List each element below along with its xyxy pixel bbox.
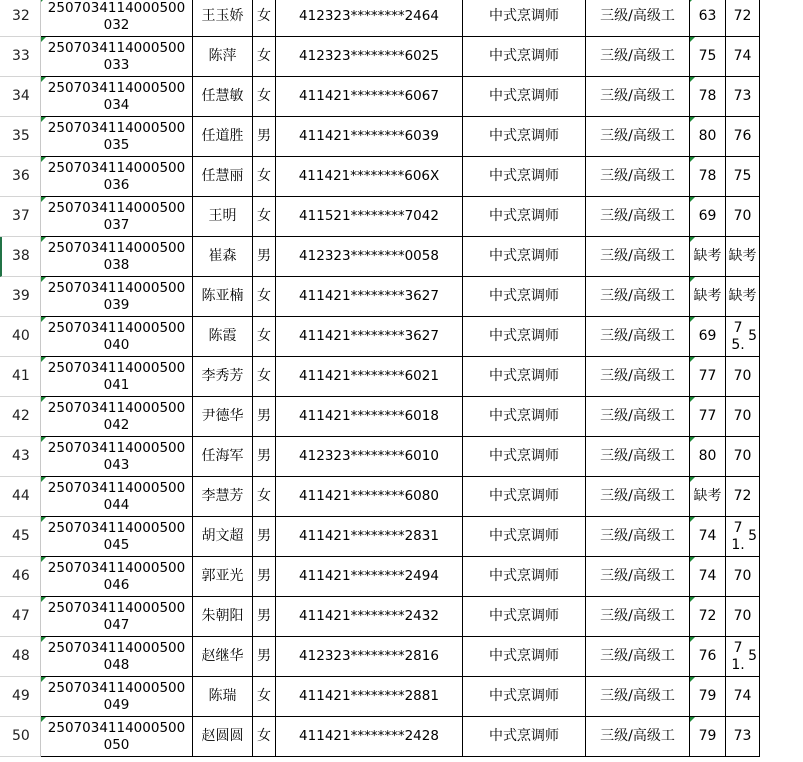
cell-id-card[interactable]: 411421********606X (276, 157, 463, 197)
cell-occupation[interactable]: 中式烹调师 (463, 157, 586, 197)
cell-occupation[interactable]: 中式烹调师 (463, 317, 586, 357)
cell-gender[interactable]: 女 (253, 37, 276, 77)
row-number-header[interactable]: 47 (0, 597, 41, 637)
cell-theory-score[interactable]: 77 (690, 357, 726, 397)
cell-occupation[interactable]: 中式烹调师 (463, 0, 586, 37)
cell-name[interactable]: 崔森 (193, 237, 253, 277)
cell-exam-id[interactable]: 2507034114000500043 (41, 437, 193, 477)
cell-name[interactable]: 郭亚光 (193, 557, 253, 597)
cell-exam-id[interactable]: 2507034114000500039 (41, 277, 193, 317)
cell-level[interactable]: 三级/高级工 (586, 637, 690, 677)
cell-skill-score[interactable]: 71. 5 (726, 637, 760, 677)
table-row (0, 77, 803, 117)
row-number-header[interactable]: 48 (0, 637, 41, 677)
cell-level[interactable]: 三级/高级工 (586, 597, 690, 637)
table-row (0, 637, 803, 677)
cell-exam-id[interactable]: 2507034114000500036 (41, 157, 193, 197)
cell-level[interactable]: 三级/高级工 (586, 557, 690, 597)
cell-id-card[interactable]: 411421********6039 (276, 117, 463, 157)
cell-id-card[interactable]: 412323********0058 (276, 237, 463, 277)
cell-theory-score[interactable]: 79 (690, 717, 726, 757)
cell-gender[interactable]: 女 (253, 717, 276, 757)
cell-id-card[interactable]: 412323********6010 (276, 437, 463, 477)
table-row (0, 237, 803, 277)
cell-level[interactable]: 三级/高级工 (586, 717, 690, 757)
cell-name[interactable]: 任慧敏 (193, 77, 253, 117)
table-row (0, 677, 803, 717)
cell-name[interactable]: 陈瑞 (193, 677, 253, 717)
table-row (0, 557, 803, 597)
cell-skill-score[interactable]: 70 (726, 597, 760, 637)
cell-occupation[interactable]: 中式烹调师 (463, 557, 586, 597)
cell-skill-score[interactable]: 76 (726, 117, 760, 157)
cell-level[interactable]: 三级/高级工 (586, 157, 690, 197)
cell-name[interactable]: 陈霞 (193, 317, 253, 357)
cell-theory-score[interactable]: 缺 考 (690, 237, 726, 277)
cell-occupation[interactable]: 中式烹调师 (463, 357, 586, 397)
cell-occupation[interactable]: 中式烹调师 (463, 397, 586, 437)
cell-skill-score[interactable]: 缺 考 (726, 237, 760, 277)
table-row (0, 717, 803, 757)
cell-theory-score[interactable]: 74 (690, 557, 726, 597)
cell-level[interactable]: 三级/高级工 (586, 117, 690, 157)
cell-level[interactable]: 三级/高级工 (586, 477, 690, 517)
cell-occupation[interactable]: 中式烹调师 (463, 597, 586, 637)
cell-id-card[interactable]: 411421********3627 (276, 317, 463, 357)
cell-level[interactable]: 三级/高级工 (586, 517, 690, 557)
cell-exam-id[interactable]: 2507034114000500046 (41, 557, 193, 597)
cell-theory-score[interactable]: 69 (690, 317, 726, 357)
cell-occupation[interactable]: 中式烹调师 (463, 37, 586, 77)
row-number-header[interactable]: 49 (0, 677, 41, 717)
cell-skill-score[interactable]: 70 (726, 357, 760, 397)
cell-exam-id[interactable]: 2507034114000500035 (41, 117, 193, 157)
row-number-header[interactable]: 45 (0, 517, 41, 557)
cell-exam-id[interactable]: 2507034114000500047 (41, 597, 193, 637)
cell-exam-id[interactable]: 2507034114000500032 (41, 0, 193, 37)
table-row (0, 397, 803, 437)
cell-level[interactable]: 三级/高级工 (586, 437, 690, 477)
cell-gender[interactable]: 女 (253, 197, 276, 237)
row-number-header[interactable]: 37 (0, 197, 41, 237)
cell-name[interactable]: 陈萍 (193, 37, 253, 77)
cell-theory-score[interactable]: 63 (690, 0, 726, 37)
cell-id-card[interactable]: 411421********6080 (276, 477, 463, 517)
cell-exam-id[interactable]: 2507034114000500034 (41, 77, 193, 117)
cell-theory-score[interactable]: 75 (690, 37, 726, 77)
cell-id-card[interactable]: 411421********6021 (276, 357, 463, 397)
row-number-header[interactable]: 35 (0, 117, 41, 157)
cell-exam-id[interactable]: 2507034114000500037 (41, 197, 193, 237)
table-row (0, 197, 803, 237)
cell-gender[interactable]: 男 (253, 557, 276, 597)
cell-name[interactable]: 王明 (193, 197, 253, 237)
cell-occupation[interactable]: 中式烹调师 (463, 517, 586, 557)
cell-id-card[interactable]: 411421********2831 (276, 517, 463, 557)
cell-name[interactable]: 赵继华 (193, 637, 253, 677)
cell-name[interactable]: 尹德华 (193, 397, 253, 437)
cell-id-card[interactable]: 412323********2816 (276, 637, 463, 677)
cell-exam-id[interactable]: 2507034114000500042 (41, 397, 193, 437)
table-row (0, 437, 803, 477)
cell-occupation[interactable]: 中式烹调师 (463, 197, 586, 237)
cell-gender[interactable]: 女 (253, 357, 276, 397)
row-number-header[interactable]: 46 (0, 557, 41, 597)
cell-id-card[interactable]: 411521********7042 (276, 197, 463, 237)
cell-level[interactable]: 三级/高级工 (586, 37, 690, 77)
cell-name[interactable]: 王玉娇 (193, 0, 253, 37)
row-number-header[interactable]: 34 (0, 77, 41, 117)
cell-skill-score[interactable]: 74 (726, 677, 760, 717)
cell-name[interactable]: 陈亚楠 (193, 277, 253, 317)
cell-theory-score[interactable]: 77 (690, 397, 726, 437)
table-row (0, 277, 803, 317)
cell-gender[interactable]: 男 (253, 397, 276, 437)
cell-occupation[interactable]: 中式烹调师 (463, 277, 586, 317)
row-number-header[interactable]: 33 (0, 37, 41, 77)
cell-name[interactable]: 胡文超 (193, 517, 253, 557)
cell-gender[interactable]: 女 (253, 0, 276, 37)
cell-occupation[interactable]: 中式烹调师 (463, 77, 586, 117)
cell-skill-score[interactable]: 70 (726, 437, 760, 477)
table-row (0, 317, 803, 357)
cell-skill-score[interactable]: 73 (726, 717, 760, 757)
row-number-header[interactable]: 38 (0, 237, 41, 277)
cell-skill-score[interactable]: 75. 5 (726, 317, 760, 357)
cell-occupation[interactable]: 中式烹调师 (463, 437, 586, 477)
cell-skill-score[interactable]: 缺 考 (726, 277, 760, 317)
cell-name[interactable]: 朱朝阳 (193, 597, 253, 637)
cell-name[interactable]: 任慧丽 (193, 157, 253, 197)
cell-id-card[interactable]: 411421********6018 (276, 397, 463, 437)
cell-theory-score[interactable]: 69 (690, 197, 726, 237)
cell-level[interactable]: 三级/高级工 (586, 357, 690, 397)
table-row (0, 157, 803, 197)
cell-theory-score[interactable]: 74 (690, 517, 726, 557)
cell-exam-id[interactable]: 2507034114000500050 (41, 717, 193, 757)
cell-occupation[interactable]: 中式烹调师 (463, 717, 586, 757)
cell-name[interactable]: 赵圆圆 (193, 717, 253, 757)
table-row (0, 0, 803, 37)
row-number-header[interactable]: 50 (0, 717, 41, 757)
cell-id-card[interactable]: 411421********3627 (276, 277, 463, 317)
cell-occupation[interactable]: 中式烹调师 (463, 117, 586, 157)
row-number-header[interactable]: 40 (0, 317, 41, 357)
row-number-header[interactable]: 36 (0, 157, 41, 197)
cell-theory-score[interactable]: 78 (690, 77, 726, 117)
cell-level[interactable]: 三级/高级工 (586, 0, 690, 37)
cell-skill-score[interactable]: 70 (726, 397, 760, 437)
cell-level[interactable]: 三级/高级工 (586, 237, 690, 277)
cell-theory-score[interactable]: 80 (690, 437, 726, 477)
cell-name[interactable]: 任海军 (193, 437, 253, 477)
cell-gender[interactable]: 女 (253, 77, 276, 117)
table-row (0, 117, 803, 157)
cell-skill-score[interactable]: 70 (726, 557, 760, 597)
cell-gender[interactable]: 女 (253, 277, 276, 317)
row-number-header[interactable]: 43 (0, 437, 41, 477)
row-number-header[interactable]: 39 (0, 277, 41, 317)
cell-occupation[interactable]: 中式烹调师 (463, 237, 586, 277)
cell-id-card[interactable]: 411421********2881 (276, 677, 463, 717)
cell-gender[interactable]: 男 (253, 437, 276, 477)
table-row (0, 517, 803, 557)
cell-gender[interactable]: 女 (253, 477, 276, 517)
cell-id-card[interactable]: 411421********2428 (276, 717, 463, 757)
cell-exam-id[interactable]: 2507034114000500048 (41, 637, 193, 677)
cell-theory-score[interactable]: 78 (690, 157, 726, 197)
table-row (0, 37, 803, 77)
cell-theory-score[interactable]: 76 (690, 637, 726, 677)
cell-exam-id[interactable]: 2507034114000500033 (41, 37, 193, 77)
cell-theory-score[interactable]: 缺 考 (690, 477, 726, 517)
row-number-header[interactable]: 44 (0, 477, 41, 517)
cell-exam-id[interactable]: 2507034114000500045 (41, 517, 193, 557)
cell-gender[interactable]: 女 (253, 317, 276, 357)
row-number-header[interactable]: 32 (0, 0, 41, 37)
cell-exam-id[interactable]: 2507034114000500041 (41, 357, 193, 397)
cell-theory-score[interactable]: 79 (690, 677, 726, 717)
cell-skill-score[interactable]: 70 (726, 197, 760, 237)
cell-level[interactable]: 三级/高级工 (586, 677, 690, 717)
cell-level[interactable]: 三级/高级工 (586, 277, 690, 317)
row-number-header[interactable]: 42 (0, 397, 41, 437)
cell-exam-id[interactable]: 2507034114000500049 (41, 677, 193, 717)
cell-level[interactable]: 三级/高级工 (586, 397, 690, 437)
cell-name[interactable]: 任道胜 (193, 117, 253, 157)
cell-skill-score[interactable]: 72 (726, 477, 760, 517)
cell-skill-score[interactable]: 71. 5 (726, 517, 760, 557)
cell-occupation[interactable]: 中式烹调师 (463, 477, 586, 517)
cell-id-card[interactable]: 412323********2464 (276, 0, 463, 37)
cell-gender[interactable]: 男 (253, 517, 276, 557)
cell-skill-score[interactable]: 72 (726, 0, 760, 37)
cell-name[interactable]: 李秀芳 (193, 357, 253, 397)
cell-gender[interactable]: 男 (253, 637, 276, 677)
cell-id-card[interactable]: 412323********6025 (276, 37, 463, 77)
cell-occupation[interactable]: 中式烹调师 (463, 637, 586, 677)
cell-level[interactable]: 三级/高级工 (586, 77, 690, 117)
cell-gender[interactable]: 女 (253, 157, 276, 197)
cell-skill-score[interactable]: 75 (726, 157, 760, 197)
cell-theory-score[interactable]: 缺 考 (690, 277, 726, 317)
cell-exam-id[interactable]: 2507034114000500044 (41, 477, 193, 517)
cell-exam-id[interactable]: 2507034114000500038 (41, 237, 193, 277)
cell-level[interactable]: 三级/高级工 (586, 317, 690, 357)
cell-theory-score[interactable]: 80 (690, 117, 726, 157)
cell-id-card[interactable]: 411421********6067 (276, 77, 463, 117)
cell-exam-id[interactable]: 2507034114000500040 (41, 317, 193, 357)
cell-level[interactable]: 三级/高级工 (586, 197, 690, 237)
cell-gender[interactable]: 男 (253, 117, 276, 157)
table-row (0, 357, 803, 397)
cell-skill-score[interactable]: 73 (726, 77, 760, 117)
cell-occupation[interactable]: 中式烹调师 (463, 677, 586, 717)
cell-gender[interactable]: 男 (253, 237, 276, 277)
cell-name[interactable]: 李慧芳 (193, 477, 253, 517)
cell-gender[interactable]: 女 (253, 677, 276, 717)
row-number-header[interactable]: 41 (0, 357, 41, 397)
table-row (0, 597, 803, 637)
cell-id-card[interactable]: 411421********2432 (276, 597, 463, 637)
cell-id-card[interactable]: 411421********2494 (276, 557, 463, 597)
cell-gender[interactable]: 男 (253, 597, 276, 637)
table-row (0, 477, 803, 517)
cell-skill-score[interactable]: 74 (726, 37, 760, 77)
cell-theory-score[interactable]: 72 (690, 597, 726, 637)
